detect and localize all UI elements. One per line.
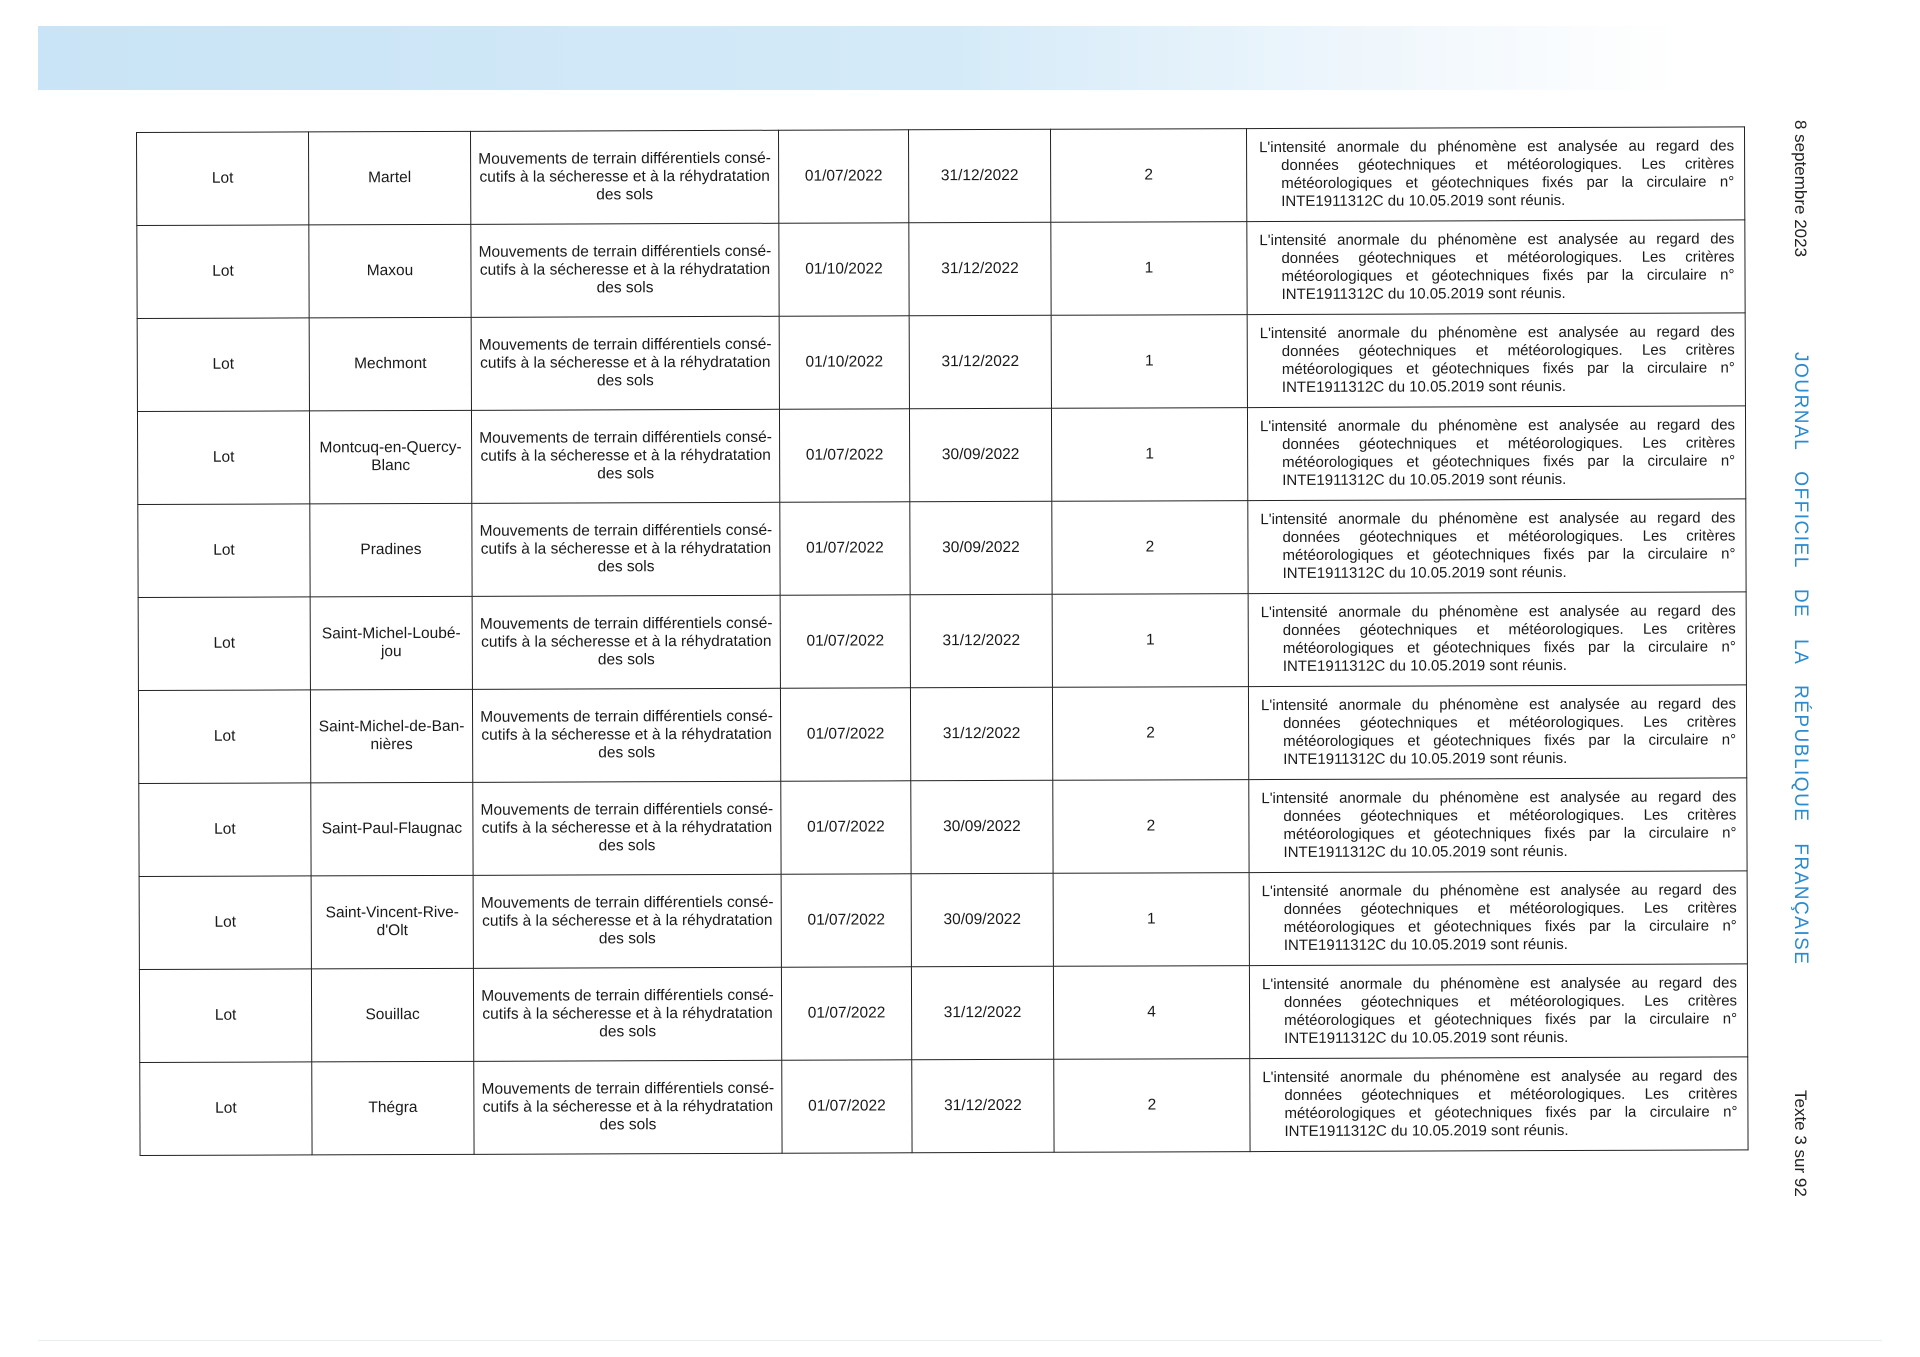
observations-text: L'intensité anormale du phénomène est analysée au regard des données géotechniques et météorologiques. Les critères météorologiques et géotechniques fixés par la circulaire n° INTE1911312C du 10.05.2019 sont réunis. — [1259, 137, 1735, 211]
commune-cell: Thégra — [312, 1061, 474, 1155]
phenomene-cell: Mouvements de terrain différentiels consé-cutifs à la sécheresse et à la réhydratation des sols — [471, 409, 779, 503]
observations-text: L'intensité anormale du phénomène est analysée au regard des données géotechniques et météorologiques. Les critères météorologiques et géotechniques fixés par la circulaire n° INTE1911312C du 10.05.2019 sont réunis. — [1262, 1067, 1738, 1140]
date-debut-cell: 01/07/2022 — [779, 409, 909, 502]
observations-text: L'intensité anormale du phénomène est analysée au regard des données géotechniques et météorologiques. Les critères météorologiques et géotechniques fixés par la circulaire n° INTE1911312C du 10.05.2019 sont réunis. — [1259, 230, 1735, 304]
decree-table — [136, 126, 1749, 1156]
table-row — [138, 592, 1746, 691]
date-debut-cell: 01/07/2022 — [781, 874, 911, 967]
observations-text: L'intensité anormale du phénomène est analysée au regard des données géotechniques et météorologiques. Les critères météorologiques et géotechniques fixés par la circulaire n° INTE1911312C du 10.05.2019 sont réunis. — [1260, 602, 1736, 675]
nombre-cell: 1 — [1051, 408, 1247, 502]
phenomene-cell: Mouvements de terrain différentiels consé-cutifs à la sécheresse et à la réhydratation des sols — [473, 781, 781, 875]
observations-text: L'intensité anormale du phénomène est analysée au regard des données géotechniques et météorologiques. Les critères météorologiques et géotechniques fixés par la circulaire n° INTE1911312C du 10.05.2019 sont réunis. — [1260, 416, 1736, 490]
observations-text: L'intensité anormale du phénomène est analysée au regard des données géotechniques et météorologiques. Les critères météorologiques et géotechniques fixés par la circulaire n° INTE1911312C du 10.05.2019 sont réunis. — [1260, 695, 1737, 768]
text-number: Texte 3 sur 92 — [1791, 1090, 1810, 1197]
nombre-cell: 4 — [1053, 966, 1249, 1060]
commune-cell: Mechmont — [309, 317, 471, 411]
observations-cell — [1249, 871, 1747, 966]
date-debut-cell: 01/10/2022 — [779, 316, 909, 409]
header-band — [38, 26, 1678, 90]
phenomene-cell: Mouvements de terrain différentiels consé-cutifs à la sécheresse et à la réhydratation des sols — [471, 223, 779, 317]
phenomene-cell: Mouvements de terrain différentiels consé-cutifs à la sécheresse et à la réhydratation des sols — [473, 874, 781, 968]
observations-cell — [1246, 127, 1744, 222]
date-debut-cell: 01/07/2022 — [781, 967, 911, 1060]
observations-text: L'intensité anormale du phénomène est analysée au regard des données géotechniques et météorologiques. Les critères météorologiques et géotechniques fixés par la circulaire n° INTE1911312C du 10.05.2019 sont réunis. — [1261, 881, 1737, 954]
phenomene-cell: Mouvements de terrain différentiels consé-cutifs à la sécheresse et à la réhydratation des sols — [473, 967, 781, 1061]
observations-cell — [1249, 964, 1747, 1059]
commune-cell: Saint-Michel-Loubé-jou — [310, 596, 472, 690]
table-row — [139, 871, 1747, 970]
date-fin-cell: 31/12/2022 — [909, 315, 1051, 408]
departement-cell: Lot — [138, 690, 310, 784]
table-row — [137, 313, 1745, 412]
nombre-cell: 1 — [1052, 594, 1248, 688]
nombre-cell: 2 — [1054, 1059, 1250, 1153]
phenomene-cell: Mouvements de terrain différentiels consé-cutifs à la sécheresse et à la réhydratation des sols — [474, 1060, 782, 1154]
phenomene-cell: Mouvements de terrain différentiels consé-cutifs à la sécheresse et à la réhydratation des sols — [470, 130, 778, 224]
date-debut-cell: 01/07/2022 — [780, 595, 910, 688]
phenomene-cell: Mouvements de terrain différentiels consé-cutifs à la sécheresse et à la réhydratation des sols — [472, 502, 780, 596]
departement-cell: Lot — [139, 876, 311, 970]
nombre-cell: 2 — [1052, 501, 1248, 595]
commune-cell: Saint-Paul-Flaugnac — [311, 782, 473, 876]
table-body — [137, 127, 1749, 1156]
departement-cell: Lot — [137, 225, 309, 319]
observations-text: L'intensité anormale du phénomène est analysée au regard des données géotechniques et météorologiques. Les critères météorologiques et géotechniques fixés par la circulaire n° INTE1911312C du 10.05.2019 sont réunis. — [1261, 788, 1737, 861]
phenomene-cell: Mouvements de terrain différentiels consé-cutifs à la sécheresse et à la réhydratation des sols — [472, 595, 780, 689]
side-header — [1778, 120, 1822, 1220]
nombre-cell: 2 — [1052, 687, 1248, 781]
commune-cell: Maxou — [309, 224, 471, 318]
departement-cell: Lot — [137, 132, 309, 226]
departement-cell: Lot — [140, 1062, 312, 1156]
date-debut-cell: 01/07/2022 — [780, 688, 910, 781]
departement-cell: Lot — [138, 504, 310, 598]
commune-cell: Saint-Michel-de-Ban-nières — [310, 689, 472, 783]
observations-cell — [1248, 685, 1746, 780]
date-fin-cell: 31/12/2022 — [908, 129, 1050, 222]
observations-cell — [1247, 220, 1745, 315]
date-fin-cell: 30/09/2022 — [911, 780, 1053, 873]
table-row — [138, 685, 1746, 784]
observations-cell — [1250, 1057, 1748, 1152]
table-row — [139, 778, 1747, 877]
observations-cell — [1248, 499, 1746, 594]
nombre-cell: 1 — [1053, 873, 1249, 967]
date-debut-cell: 01/07/2022 — [780, 502, 910, 595]
table-row — [138, 499, 1746, 598]
date-fin-cell: 30/09/2022 — [910, 501, 1052, 594]
observations-cell — [1248, 592, 1746, 687]
table-row — [137, 406, 1745, 505]
date-debut-cell: 01/10/2022 — [779, 223, 909, 316]
nombre-cell: 2 — [1053, 780, 1249, 874]
footer-line — [38, 1340, 1882, 1341]
commune-cell: Pradines — [310, 503, 472, 597]
date-fin-cell: 31/12/2022 — [912, 1059, 1054, 1152]
phenomene-cell: Mouvements de terrain différentiels consé-cutifs à la sécheresse et à la réhydratation des sols — [471, 316, 779, 410]
observations-text: L'intensité anormale du phénomène est analysée au regard des données géotechniques et météorologiques. Les critères météorologiques et géotechniques fixés par la circulaire n° INTE1911312C du 10.05.2019 sont réunis. — [1261, 974, 1738, 1047]
journal-title: JOURNAL OFFICIEL DE LA RÉPUBLIQUE FRANÇAISE — [1790, 352, 1811, 966]
date-debut-cell: 01/07/2022 — [781, 781, 911, 874]
departement-cell: Lot — [139, 969, 311, 1063]
date-debut-cell: 01/07/2022 — [782, 1060, 912, 1153]
observations-text: L'intensité anormale du phénomène est analysée au regard des données géotechniques et météorologiques. Les critères météorologiques et géotechniques fixés par la circulaire n° INTE1911312C du 10.05.2019 sont réunis. — [1260, 509, 1736, 583]
commune-cell: Saint-Vincent-Rive-d'Olt — [311, 875, 473, 969]
observations-cell — [1247, 406, 1745, 501]
commune-cell: Martel — [309, 131, 471, 225]
table-row — [140, 1057, 1748, 1156]
departement-cell: Lot — [139, 783, 311, 877]
departement-cell: Lot — [137, 318, 309, 412]
observations-text: L'intensité anormale du phénomène est analysée au regard des données géotechniques et météorologiques. Les critères météorologiques et géotechniques fixés par la circulaire n° INTE1911312C du 10.05.2019 sont réunis. — [1259, 323, 1735, 397]
date-fin-cell: 31/12/2022 — [910, 687, 1052, 780]
observations-cell — [1247, 313, 1745, 408]
table-row — [137, 127, 1745, 226]
date-fin-cell: 31/12/2022 — [910, 594, 1052, 687]
observations-cell — [1249, 778, 1747, 873]
date-fin-cell: 30/09/2022 — [911, 873, 1053, 966]
table-container — [136, 132, 1744, 1156]
publication-date: 8 septembre 2023 — [1791, 120, 1810, 258]
commune-cell: Montcuq-en-Quercy-Blanc — [309, 410, 471, 504]
date-fin-cell: 30/09/2022 — [909, 408, 1051, 501]
departement-cell: Lot — [138, 597, 310, 691]
nombre-cell: 1 — [1051, 222, 1247, 316]
departement-cell: Lot — [137, 411, 309, 505]
phenomene-cell: Mouvements de terrain différentiels consé-cutifs à la sécheresse et à la réhydratation des sols — [472, 688, 780, 782]
table-row — [137, 220, 1745, 319]
date-fin-cell: 31/12/2022 — [911, 966, 1053, 1059]
date-fin-cell: 31/12/2022 — [909, 222, 1051, 315]
table-row — [139, 964, 1747, 1063]
nombre-cell: 2 — [1050, 129, 1246, 223]
date-debut-cell: 01/07/2022 — [778, 130, 908, 223]
nombre-cell: 1 — [1051, 315, 1247, 409]
commune-cell: Souillac — [311, 968, 473, 1062]
